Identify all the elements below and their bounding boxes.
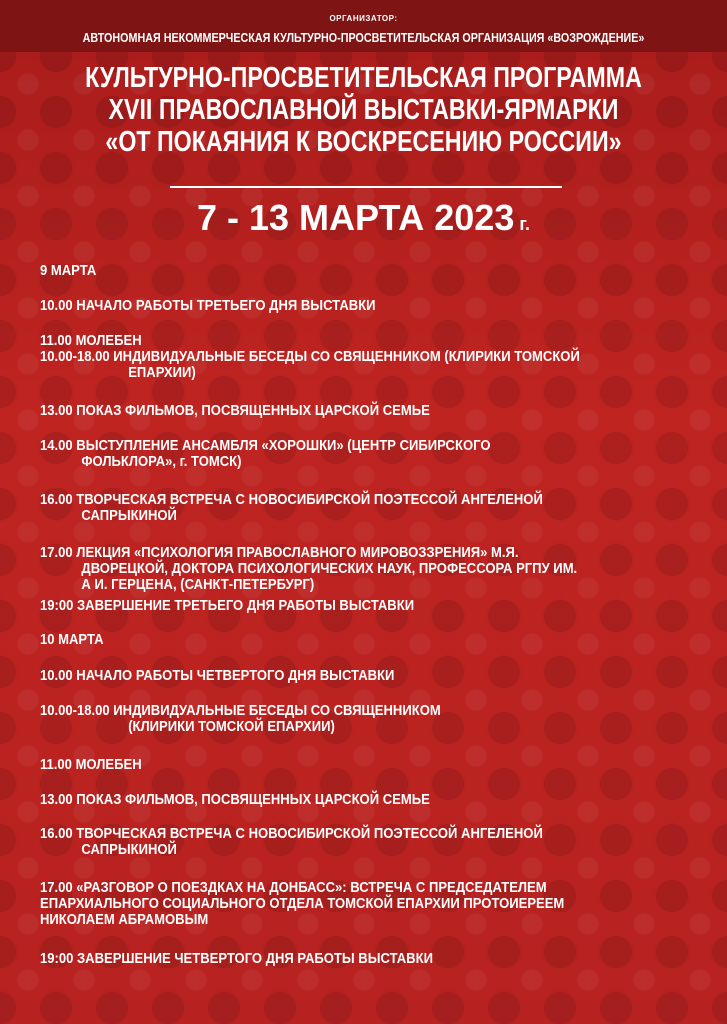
- entry-continuation: САПРЫКИНОЙ: [81, 508, 177, 524]
- entry-text: 17.00 «РАЗГОВОР О ПОЕЗДКАХ НА ДОНБАСС»: ВСТРЕЧА С ПРЕДСЕДАТЕЛЕМ: [40, 880, 547, 896]
- entry-text: 10 МАРТА: [40, 632, 104, 648]
- schedule-item: [40, 668, 652, 684]
- title-line-1: КУЛЬТУРНО-ПРОСВЕТИТЕЛЬСКАЯ ПРОГРАММА: [85, 62, 642, 94]
- entry-continuation: ДВОРЕЦКОЙ, ДОКТОРА ПСИХОЛОГИЧЕСКИХ НАУК, ПРОФЕССОРА РГПУ ИМ.: [81, 561, 578, 577]
- title-divider: [170, 186, 562, 188]
- entry-text: 10.00-18.00 ИНДИВИДУАЛЬНЫЕ БЕСЕДЫ СО СВЯЩЕННИКОМ: [40, 703, 441, 719]
- organizer-label: ОРГАНИЗАТОР:: [329, 14, 398, 23]
- title-line-2: XVII ПРАВОСЛАВНОЙ ВЫСТАВКИ-ЯРМАРКИ: [108, 94, 619, 126]
- schedule-item: [40, 598, 652, 614]
- schedule-item: [40, 298, 652, 314]
- schedule-item: [40, 703, 652, 735]
- day-heading-10-march: [40, 632, 652, 648]
- event-dates: [0, 196, 727, 246]
- organizer-name: АВТОНОМНАЯ НЕКОММЕРЧЕСКАЯ КУЛЬТУРНО-ПРОСВЕТИТЕЛЬСКАЯ ОРГАНИЗАЦИЯ «ВОЗРОЖДЕНИЕ»: [82, 31, 645, 45]
- entry-text: 13.00 ПОКАЗ ФИЛЬМОВ, ПОСВЯЩЕННЫХ ЦАРСКОЙ СЕМЬЕ: [40, 792, 430, 808]
- schedule-item: [40, 545, 652, 593]
- schedule-item: [40, 792, 652, 808]
- entry-text: 13.00 ПОКАЗ ФИЛЬМОВ, ПОСВЯЩЕННЫХ ЦАРСКОЙ СЕМЬЕ: [40, 403, 430, 419]
- entry-continuation: (КЛИРИКИ ТОМСКОЙ ЕПАРХИИ): [128, 719, 335, 735]
- event-dates-suffix: г.: [514, 214, 531, 234]
- entry-text: 11.00 МОЛЕБЕН: [40, 333, 142, 349]
- schedule-item: [40, 826, 652, 858]
- entry-text: 14.00 ВЫСТУПЛЕНИЕ АНСАМБЛЯ «ХОРОШКИ» (ЦЕНТР СИБИРСКОГО: [40, 438, 491, 454]
- entry-text: 17.00 ЛЕКЦИЯ «ПСИХОЛОГИЯ ПРАВОСЛАВНОГО МИРОВОЗЗРЕНИЯ» М.Я.: [40, 545, 519, 561]
- entry-text: 19:00 ЗАВЕРШЕНИЕ ЧЕТВЕРТОГО ДНЯ РАБОТЫ ВЫСТАВКИ: [40, 951, 433, 967]
- entry-continuation: НИКОЛАЕМ АБРАМОВЫМ: [40, 912, 209, 928]
- entry-text: 10.00-18.00 ИНДИВИДУАЛЬНЫЕ БЕСЕДЫ СО СВЯЩЕННИКОМ (КЛИРИКИ ТОМСКОЙ: [40, 349, 580, 365]
- entry-continuation: САПРЫКИНОЙ: [81, 842, 177, 858]
- entry-text: 16.00 ТВОРЧЕСКАЯ ВСТРЕЧА С НОВОСИБИРСКОЙ ПОЭТЕССОЙ АНГЕЛЕНОЙ: [40, 492, 543, 508]
- schedule-item: [40, 880, 652, 928]
- entry-text: 16.00 ТВОРЧЕСКАЯ ВСТРЕЧА С НОВОСИБИРСКОЙ ПОЭТЕССОЙ АНГЕЛЕНОЙ: [40, 826, 543, 842]
- entry-continuation: ЕПАРХИИ): [128, 365, 196, 381]
- schedule-item: [40, 333, 652, 349]
- schedule-item: [40, 349, 652, 381]
- schedule-item: [40, 757, 652, 773]
- entry-text: 19:00 ЗАВЕРШЕНИЕ ТРЕТЬЕГО ДНЯ РАБОТЫ ВЫСТАВКИ: [40, 598, 415, 614]
- page-title: [0, 62, 727, 158]
- entry-text: 9 МАРТА: [40, 263, 97, 279]
- entry-text: 11.00 МОЛЕБЕН: [40, 757, 142, 773]
- entry-text: 10.00 НАЧАЛО РАБОТЫ ТРЕТЬЕГО ДНЯ ВЫСТАВКИ: [40, 298, 376, 314]
- entry-text: 10.00 НАЧАЛО РАБОТЫ ЧЕТВЕРТОГО ДНЯ ВЫСТАВКИ: [40, 668, 395, 684]
- schedule-item: [40, 951, 652, 967]
- entry-continuation: ФОЛЬКЛОРА», г. ТОМСК): [81, 454, 242, 470]
- schedule-item: [40, 492, 652, 524]
- entry-continuation: ЕПАРХИАЛЬНОГО СОЦИАЛЬНОГО ОТДЕЛА ТОМСКОЙ ЕПАРХИИ ПРОТОИЕРЕЕМ: [40, 896, 565, 912]
- title-line-3: «ОТ ПОКАЯНИЯ К ВОСКРЕСЕНИЮ РОССИИ»: [105, 126, 622, 158]
- day-heading-9-march: [40, 263, 652, 279]
- schedule-item: [40, 438, 652, 470]
- event-dates-main: 7 - 13 МАРТА 2023: [196, 197, 515, 238]
- entry-continuation: А И. ГЕРЦЕНА, (САНКТ-ПЕТЕРБУРГ): [81, 577, 315, 593]
- schedule-item: [40, 403, 652, 419]
